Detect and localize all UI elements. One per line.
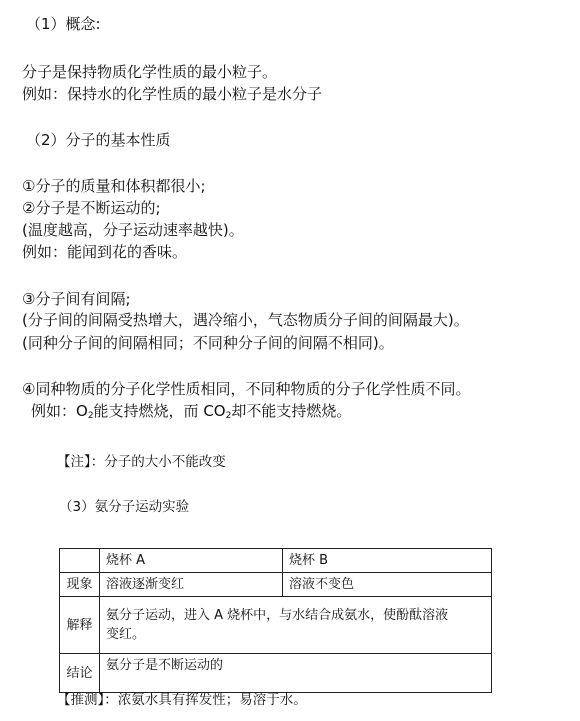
- property-4-example: [31, 401, 351, 421]
- example-text-c: 却不能支持燃烧。: [231, 402, 352, 420]
- table-corner-cell: [60, 549, 100, 573]
- conclusion-text: 氨分子是不断运动的: [100, 654, 492, 693]
- note-line: 【注】：分子的大小不能改变: [57, 454, 226, 470]
- property-3-note-2: (同种分子间的间隔相同；不同种分子间的间隔不相同)。: [22, 334, 394, 352]
- row-label-phenomenon: 现象: [60, 573, 100, 597]
- row-label-conclusion: 结论: [60, 654, 100, 693]
- example-text-b: 能支持燃烧，而 CO: [93, 402, 226, 420]
- phenomenon-beaker-b: 溶液不变色: [283, 573, 492, 597]
- phenomenon-beaker-a: 溶液逐渐变红: [100, 573, 283, 597]
- property-3-note-1: (分子间的间隔受热增大，遇冷缩小，气态物质分子间的间隔最大)。: [22, 311, 469, 329]
- table-row-explanation: [60, 597, 492, 654]
- header-beaker-a: 烧杯 A: [100, 549, 283, 573]
- property-1: ①分子的质量和体积都很小;: [22, 177, 206, 195]
- table-row-conclusion: [60, 654, 492, 693]
- concept-example: 例如：保持水的化学性质的最小粒子是水分子: [22, 85, 323, 103]
- property-4: ④同种物质的分子化学性质相同，不同种物质的分子化学性质不同。: [22, 380, 471, 398]
- section-3-heading: （3）氨分子运动实验: [59, 499, 190, 515]
- explanation-text: 氨分子运动，进入 A 烧杯中，与水结合成氨水，使酚酞溶液变红。: [100, 597, 492, 654]
- table-header-row: [60, 549, 492, 573]
- property-2-note: (温度越高，分子运动速率越快)。: [22, 221, 244, 239]
- property-2: ②分子是不断运动的;: [22, 199, 161, 217]
- ammonia-experiment-table: [59, 548, 492, 693]
- conjecture-line: 【推测】：浓氨水具有挥发性；易溶于水。: [57, 692, 307, 708]
- section-1-heading: （1）概念:: [26, 15, 101, 33]
- o2-subscript: 2: [87, 411, 94, 421]
- row-label-explanation: 解释: [60, 597, 100, 654]
- example-text-a: 例如：O: [31, 402, 88, 420]
- property-2-example: 例如：能闻到花的香味。: [22, 243, 188, 261]
- header-beaker-b: 烧杯 B: [283, 549, 492, 573]
- co2-subscript: 2: [225, 411, 232, 421]
- table-row-phenomenon: [60, 573, 492, 597]
- property-3: ③分子间有间隔;: [22, 290, 131, 308]
- section-2-heading: （2）分子的基本性质: [26, 131, 171, 149]
- concept-definition: 分子是保持物质化学性质的最小粒子。: [22, 63, 278, 81]
